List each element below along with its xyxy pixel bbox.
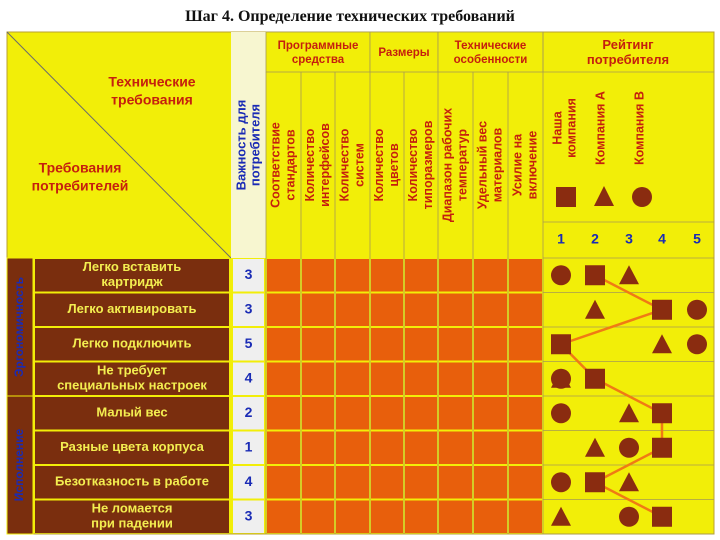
relationship-cell	[336, 501, 369, 534]
corner-customer-label: Требования	[38, 159, 122, 176]
tech-column-7: Удельный вес	[475, 120, 490, 210]
corner-customer-label: потребителей	[31, 177, 129, 194]
corner-tech-label: Технические	[108, 73, 196, 90]
rating-scale-2: 2	[591, 230, 599, 247]
importance-value-1: 3	[244, 265, 253, 282]
relationship-cell	[405, 363, 437, 396]
tech-column-4: цветов	[386, 143, 401, 187]
relationship-cell	[405, 466, 437, 499]
relationship-cell	[267, 466, 300, 499]
importance-value-5: 2	[244, 403, 253, 420]
relationship-cell	[405, 397, 437, 430]
importance-value-8: 3	[244, 507, 253, 524]
relationship-cell	[371, 501, 403, 534]
relationship-cell	[509, 501, 542, 534]
relationship-cell	[336, 432, 369, 465]
requirement-text-4: Не требует	[97, 362, 167, 378]
relationship-cell	[302, 501, 334, 534]
rating-marker-circle	[687, 300, 707, 320]
rating-marker-circle	[687, 334, 707, 354]
company-label-1: компания	[564, 98, 579, 158]
tech-column-7: материалов	[490, 127, 505, 203]
requirement-text-3: Легко подключить	[72, 335, 192, 351]
relationship-cell	[302, 259, 334, 292]
importance-header: потребителя	[247, 103, 263, 187]
requirement-text-4: специальных настроек	[57, 377, 207, 393]
tech-column-6: температур	[455, 128, 470, 202]
relationship-cell	[371, 363, 403, 396]
relationship-cell	[405, 294, 437, 327]
group-header-3: особенности	[453, 54, 528, 67]
importance-value-6: 1	[244, 438, 253, 455]
company-label-2: Компания А	[593, 91, 608, 165]
relationship-cell	[371, 397, 403, 430]
company-label-1: Наша	[550, 111, 565, 145]
rating-marker-square	[652, 300, 672, 320]
legend-square-marker	[556, 187, 576, 207]
relationship-cell	[439, 363, 472, 396]
relationship-cell	[405, 328, 437, 361]
relationship-cell	[336, 328, 369, 361]
rating-marker-square	[652, 438, 672, 458]
relationship-cell	[439, 397, 472, 430]
relationship-cell	[302, 397, 334, 430]
legend-circle-marker	[632, 187, 652, 207]
importance-value-7: 4	[244, 472, 253, 489]
tech-column-3: Количество	[337, 128, 352, 202]
rating-marker-circle	[551, 472, 571, 492]
relationship-cell	[336, 466, 369, 499]
relationship-cell	[509, 328, 542, 361]
relationship-cell	[336, 363, 369, 396]
relationship-cell	[302, 294, 334, 327]
requirement-text-6: Разные цвета корпуса	[60, 439, 204, 455]
relationship-cell	[509, 397, 542, 430]
relationship-cell	[336, 259, 369, 292]
relationship-cell	[439, 294, 472, 327]
rating-marker-circle	[619, 438, 639, 458]
relationship-cell	[336, 397, 369, 430]
relationship-cell	[267, 328, 300, 361]
rating-marker-circle	[551, 265, 571, 285]
rating-marker-square	[585, 369, 605, 389]
rating-marker-circle	[551, 403, 571, 423]
importance-value-3: 5	[244, 334, 253, 351]
rating-marker-square	[585, 472, 605, 492]
requirement-text-1: Легко вставить	[82, 259, 182, 275]
relationship-cell	[267, 432, 300, 465]
requirement-text-8: Не ломается	[91, 500, 173, 516]
relationship-cell	[267, 294, 300, 327]
group-header-2: Размеры	[378, 47, 430, 60]
rating-scale-1: 1	[557, 230, 565, 247]
relationship-cell	[474, 466, 507, 499]
relationship-cell	[509, 466, 542, 499]
requirement-text-5: Малый вес	[96, 404, 168, 420]
relationship-cell	[371, 259, 403, 292]
category-label-1: Эргономичность	[12, 276, 27, 378]
requirement-text-1: картридж	[101, 274, 163, 290]
slide-title: Шаг 4. Определение технических требований	[185, 8, 515, 25]
tech-column-5: типоразмеров	[420, 120, 435, 210]
rating-scale-3: 3	[625, 230, 633, 247]
relationship-cell	[509, 363, 542, 396]
rating-marker-square	[652, 507, 672, 527]
relationship-cell	[509, 259, 542, 292]
company-label-3: Компания В	[632, 91, 647, 165]
tech-column-4: Количество	[371, 128, 386, 202]
requirement-text-8: при падении	[91, 515, 173, 531]
rating-marker-square	[585, 265, 605, 285]
relationship-cell	[302, 328, 334, 361]
relationship-cell	[439, 501, 472, 534]
group-header-1: Программные	[277, 40, 359, 53]
tech-column-2: интерфейсов	[317, 123, 332, 207]
rating-header: потребителя	[586, 51, 670, 67]
tech-column-2: Количество	[302, 128, 317, 202]
relationship-cell	[439, 328, 472, 361]
requirement-text-2: Легко активировать	[67, 301, 197, 317]
corner-tech-label: требования	[111, 91, 193, 108]
relationship-cell	[474, 294, 507, 327]
tech-column-6: Диапазон рабочих	[440, 107, 455, 223]
relationship-cell	[474, 397, 507, 430]
importance-header: Важность для	[233, 99, 249, 191]
relationship-cell	[405, 259, 437, 292]
relationship-cell	[267, 259, 300, 292]
relationship-cell	[267, 363, 300, 396]
tech-column-5: Количество	[405, 128, 420, 202]
importance-value-4: 4	[244, 369, 253, 386]
rating-header: Рейтинг	[602, 36, 654, 52]
relationship-cell	[267, 397, 300, 430]
rating-marker-square	[652, 403, 672, 423]
relationship-cell	[474, 501, 507, 534]
tech-column-8: Усилие на	[510, 133, 525, 197]
relationship-cell	[302, 363, 334, 396]
group-header-3: Технические	[454, 40, 527, 53]
relationship-cell	[474, 259, 507, 292]
relationship-cell	[371, 328, 403, 361]
relationship-cell	[371, 466, 403, 499]
relationship-cell	[405, 432, 437, 465]
relationship-cell	[474, 432, 507, 465]
relationship-cell	[405, 501, 437, 534]
relationship-cell	[371, 294, 403, 327]
tech-column-1: стандартов	[283, 129, 298, 201]
importance-value-2: 3	[244, 300, 253, 317]
rating-scale-4: 4	[658, 230, 666, 247]
tech-column-8: включение	[525, 130, 540, 200]
relationship-cell	[509, 432, 542, 465]
relationship-cell	[267, 501, 300, 534]
relationship-cell	[302, 432, 334, 465]
rating-scale-5: 5	[693, 230, 701, 247]
category-label-2: Исполнение	[12, 428, 27, 502]
rating-marker-circle	[619, 507, 639, 527]
relationship-cell	[371, 432, 403, 465]
relationship-cell	[439, 259, 472, 292]
tech-column-1: Соответствие	[268, 122, 283, 208]
relationship-cell	[302, 466, 334, 499]
rating-marker-square	[551, 334, 571, 354]
tech-column-3: систем	[352, 143, 367, 187]
requirement-text-7: Безотказность в работе	[55, 473, 209, 489]
relationship-cell	[439, 466, 472, 499]
relationship-cell	[509, 294, 542, 327]
relationship-cell	[336, 294, 369, 327]
relationship-cell	[474, 328, 507, 361]
relationship-cell	[439, 432, 472, 465]
group-header-1: средства	[291, 54, 345, 67]
relationship-cell	[474, 363, 507, 396]
